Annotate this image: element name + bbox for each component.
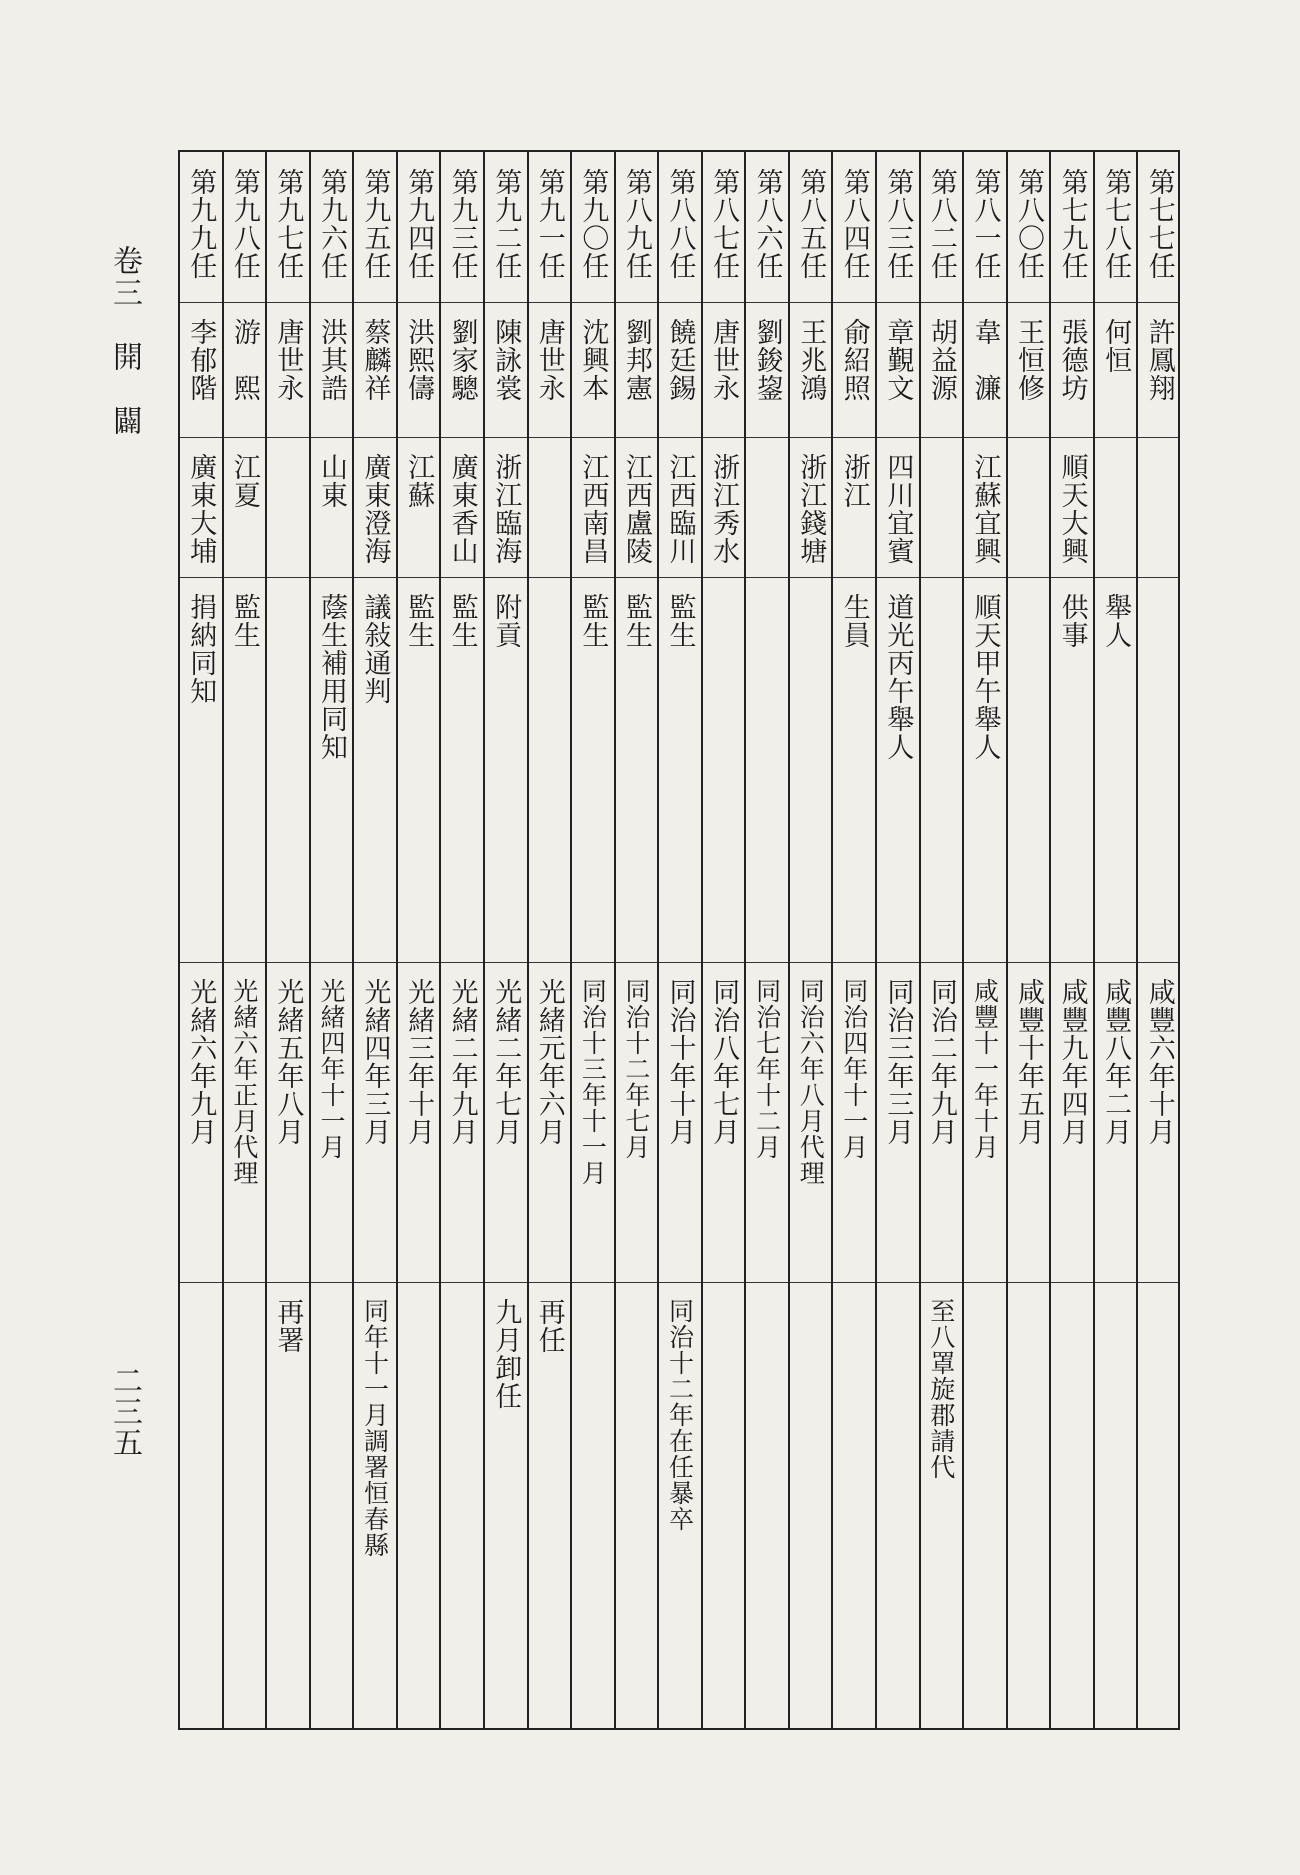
date-cell <box>616 962 658 1282</box>
ordinal-cell <box>921 152 963 302</box>
ordinal-cell <box>224 152 266 302</box>
table-column <box>570 152 614 1728</box>
origin-cell <box>746 437 788 577</box>
ordinal-cell <box>659 152 701 302</box>
qualification-cell-text: 附貢 <box>490 593 522 649</box>
table-column <box>352 152 396 1728</box>
name-cell <box>921 302 963 437</box>
remark-cell <box>790 1282 832 1728</box>
table-column <box>1006 152 1050 1728</box>
date-cell-text: 咸豐十一年十月 <box>970 978 1000 1160</box>
origin-cell <box>1051 437 1093 577</box>
origin-cell <box>485 437 527 577</box>
name-cell-text: 唐世永 <box>708 318 740 402</box>
ordinal-cell <box>964 152 1006 302</box>
date-cell-text: 同治四年十一月 <box>839 978 869 1160</box>
remark-cell <box>1008 1282 1050 1728</box>
ordinal-cell <box>1008 152 1050 302</box>
ordinal-cell <box>790 152 832 302</box>
ordinal-cell-text: 第七九任 <box>1056 168 1088 280</box>
table-column <box>309 152 353 1728</box>
date-cell-text: 同治二年九月 <box>925 978 957 1146</box>
qualification-cell-text: 監生 <box>403 593 435 649</box>
date-cell-text: 光緒五年八月 <box>272 978 304 1146</box>
ordinal-cell <box>1051 152 1093 302</box>
date-cell-text: 同治十年十月 <box>664 978 696 1146</box>
table-column <box>178 152 222 1728</box>
table-column <box>1136 152 1180 1728</box>
date-cell <box>746 962 788 1282</box>
qualification-cell <box>398 577 440 962</box>
table-column <box>222 152 266 1728</box>
name-cell-text: 劉家驄 <box>446 318 478 402</box>
remark-cell <box>398 1282 440 1728</box>
origin-cell <box>1138 437 1180 577</box>
origin-cell <box>703 437 745 577</box>
ordinal-cell <box>485 152 527 302</box>
qualification-cell <box>659 577 701 962</box>
origin-cell-text: 江西南昌 <box>577 453 609 565</box>
table-column <box>831 152 875 1728</box>
remark-cell-text: 九月卸任 <box>490 1298 522 1410</box>
remark-cell <box>529 1282 571 1728</box>
ordinal-cell-text: 第七七任 <box>1143 168 1175 280</box>
ordinal-cell-text: 第八九任 <box>620 168 652 280</box>
ordinal-cell-text: 第八八任 <box>664 168 696 280</box>
officials-table <box>178 150 1180 1730</box>
qualification-cell-text: 道光丙午舉人 <box>882 593 914 761</box>
table-column <box>701 152 745 1728</box>
name-cell-text: 洪其誥 <box>315 318 347 402</box>
date-cell-text: 咸豐十年五月 <box>1013 978 1045 1146</box>
date-cell <box>921 962 963 1282</box>
remark-cell-text: 再任 <box>533 1298 565 1354</box>
remark-cell <box>485 1282 527 1728</box>
qualification-cell-text: 議敍通判 <box>359 593 391 705</box>
table-column <box>788 152 832 1728</box>
origin-cell-text: 廣東大埔 <box>185 453 217 565</box>
qualification-cell <box>224 577 266 962</box>
remark-cell <box>441 1282 483 1728</box>
name-cell <box>964 302 1006 437</box>
date-cell <box>485 962 527 1282</box>
table-column <box>919 152 963 1728</box>
remark-cell <box>833 1282 875 1728</box>
table-column <box>744 152 788 1728</box>
ordinal-cell-text: 第九二任 <box>490 168 522 280</box>
ordinal-cell-text: 第八〇任 <box>1013 168 1045 280</box>
ordinal-cell <box>311 152 353 302</box>
qualification-cell <box>1008 577 1050 962</box>
name-cell <box>485 302 527 437</box>
origin-cell <box>180 437 222 577</box>
qualification-cell <box>1138 577 1180 962</box>
date-cell-text: 光緒六年正月代理 <box>229 978 259 1186</box>
origin-cell <box>398 437 440 577</box>
qualification-cell <box>485 577 527 962</box>
origin-cell <box>267 437 309 577</box>
remark-cell <box>616 1282 658 1728</box>
remark-cell <box>1095 1282 1137 1728</box>
name-cell <box>1095 302 1137 437</box>
origin-cell <box>529 437 571 577</box>
ordinal-cell <box>398 152 440 302</box>
origin-cell <box>311 437 353 577</box>
table-column <box>614 152 658 1728</box>
name-cell <box>703 302 745 437</box>
ordinal-cell <box>354 152 396 302</box>
name-cell-text: 蔡麟祥 <box>359 318 391 402</box>
name-cell <box>224 302 266 437</box>
table-column <box>1093 152 1137 1728</box>
origin-cell <box>1095 437 1137 577</box>
remark-cell <box>703 1282 745 1728</box>
date-cell-text: 同治八年七月 <box>708 978 740 1146</box>
date-cell <box>267 962 309 1282</box>
date-cell <box>1138 962 1180 1282</box>
ordinal-cell-text: 第九一任 <box>533 168 565 280</box>
remark-cell-text: 同年十一月調署恒春縣 <box>360 1298 390 1558</box>
qualification-cell <box>529 577 571 962</box>
ordinal-cell <box>180 152 222 302</box>
origin-cell-text: 江蘇宜興 <box>969 453 1001 565</box>
date-cell-text: 光緒四年十一月 <box>316 978 346 1160</box>
name-cell-text: 韋 濂 <box>969 318 1001 402</box>
date-cell <box>441 962 483 1282</box>
qualification-cell <box>921 577 963 962</box>
origin-cell <box>833 437 875 577</box>
name-cell-text: 洪熙儔 <box>403 318 435 402</box>
remark-cell <box>964 1282 1006 1728</box>
table-column <box>875 152 919 1728</box>
ordinal-cell <box>441 152 483 302</box>
remark-cell <box>224 1282 266 1728</box>
name-cell-text: 沈興本 <box>577 318 609 402</box>
qualification-cell <box>964 577 1006 962</box>
origin-cell-text: 浙江臨海 <box>490 453 522 565</box>
date-cell <box>1095 962 1137 1282</box>
name-cell-text: 唐世永 <box>272 318 304 402</box>
remark-cell <box>877 1282 919 1728</box>
date-cell <box>1051 962 1093 1282</box>
origin-cell <box>790 437 832 577</box>
origin-cell <box>354 437 396 577</box>
remark-cell <box>921 1282 963 1728</box>
origin-cell-text: 浙江秀水 <box>708 453 740 565</box>
date-cell <box>398 962 440 1282</box>
qualification-cell-text: 監生 <box>577 593 609 649</box>
remark-cell <box>1138 1282 1180 1728</box>
qualification-cell <box>703 577 745 962</box>
table-column <box>657 152 701 1728</box>
origin-cell <box>616 437 658 577</box>
name-cell-text: 饒廷錫 <box>664 318 696 402</box>
name-cell <box>1008 302 1050 437</box>
name-cell-text: 許鳳翔 <box>1143 318 1175 402</box>
ordinal-cell-text: 第九〇任 <box>577 168 609 280</box>
name-cell-text: 陳詠裳 <box>490 318 522 402</box>
origin-cell <box>224 437 266 577</box>
qualification-cell-text: 監生 <box>620 593 652 649</box>
remark-cell <box>354 1282 396 1728</box>
date-cell-text: 光緒二年九月 <box>446 978 478 1146</box>
origin-cell <box>921 437 963 577</box>
remark-cell <box>180 1282 222 1728</box>
name-cell-text: 何恒 <box>1100 318 1132 374</box>
name-cell <box>311 302 353 437</box>
remark-cell <box>746 1282 788 1728</box>
ordinal-cell-text: 第八二任 <box>925 168 957 280</box>
name-cell-text: 章覲文 <box>882 318 914 402</box>
date-cell <box>877 962 919 1282</box>
date-cell-text: 同治六年八月代理 <box>796 978 826 1186</box>
qualification-cell <box>833 577 875 962</box>
name-cell-text: 張德坊 <box>1056 318 1088 402</box>
qualification-cell <box>441 577 483 962</box>
ordinal-cell-text: 第八七任 <box>708 168 740 280</box>
qualification-cell-text: 蔭生補用同知 <box>315 593 347 761</box>
page-number: 二三五 <box>107 1365 142 1458</box>
table-column <box>265 152 309 1728</box>
ordinal-cell <box>1138 152 1180 302</box>
name-cell <box>746 302 788 437</box>
date-cell <box>311 962 353 1282</box>
remark-cell <box>311 1282 353 1728</box>
qualification-cell <box>180 577 222 962</box>
name-cell <box>833 302 875 437</box>
qualification-cell <box>790 577 832 962</box>
qualification-cell-text: 順天甲午舉人 <box>969 593 1001 761</box>
date-cell <box>572 962 614 1282</box>
ordinal-cell <box>833 152 875 302</box>
qualification-cell-text: 生員 <box>838 593 870 649</box>
date-cell-text: 咸豐九年四月 <box>1056 978 1088 1146</box>
qualification-cell <box>616 577 658 962</box>
origin-cell <box>572 437 614 577</box>
origin-cell <box>964 437 1006 577</box>
name-cell <box>180 302 222 437</box>
ordinal-cell-text: 第九四任 <box>403 168 435 280</box>
remark-cell <box>1051 1282 1093 1728</box>
origin-cell-text: 廣東澄海 <box>359 453 391 565</box>
date-cell <box>964 962 1006 1282</box>
date-cell-text: 光緒元年六月 <box>533 978 565 1146</box>
name-cell <box>441 302 483 437</box>
origin-cell-text: 江西臨川 <box>664 453 696 565</box>
remark-cell-text: 至八罩旋郡請代 <box>926 1298 956 1480</box>
date-cell <box>659 962 701 1282</box>
table-column <box>962 152 1006 1728</box>
name-cell <box>398 302 440 437</box>
ordinal-cell-text: 第八一任 <box>969 168 1001 280</box>
origin-cell-text: 江夏 <box>228 453 260 509</box>
date-cell-text: 光緒三年十月 <box>403 978 435 1146</box>
qualification-cell-text: 舉人 <box>1100 593 1132 649</box>
date-cell-text: 同治三年三月 <box>882 978 914 1146</box>
ordinal-cell-text: 第九六任 <box>315 168 347 280</box>
date-cell-text: 同治十三年十一月 <box>578 978 608 1186</box>
name-cell-text: 唐世永 <box>533 318 565 402</box>
ordinal-cell-text: 第八四任 <box>838 168 870 280</box>
qualification-cell-text: 監生 <box>664 593 696 649</box>
ordinal-cell <box>616 152 658 302</box>
ordinal-cell <box>1095 152 1137 302</box>
qualification-cell-text: 監生 <box>228 593 260 649</box>
qualification-cell-text: 供事 <box>1056 593 1088 649</box>
origin-cell-text: 浙江 <box>838 453 870 509</box>
name-cell-text: 胡益源 <box>925 318 957 402</box>
qualification-cell <box>1095 577 1137 962</box>
origin-cell <box>1008 437 1050 577</box>
qualification-cell <box>267 577 309 962</box>
origin-cell-text: 山東 <box>315 453 347 509</box>
ordinal-cell <box>877 152 919 302</box>
date-cell-text: 同治七年十二月 <box>752 978 782 1160</box>
remark-cell <box>572 1282 614 1728</box>
remark-cell <box>267 1282 309 1728</box>
name-cell <box>267 302 309 437</box>
date-cell-text: 同治十二年七月 <box>621 978 651 1160</box>
date-cell-text: 光緒六年九月 <box>185 978 217 1146</box>
table-column <box>439 152 483 1728</box>
qualification-cell <box>354 577 396 962</box>
ordinal-cell-text: 第七八任 <box>1100 168 1132 280</box>
origin-cell <box>441 437 483 577</box>
name-cell-text: 劉鋑鋆 <box>751 318 783 402</box>
name-cell-text: 王兆鴻 <box>795 318 827 402</box>
date-cell <box>703 962 745 1282</box>
name-cell-text: 王恒修 <box>1013 318 1045 402</box>
name-cell-text: 李郁階 <box>185 318 217 402</box>
table-column <box>1049 152 1093 1728</box>
date-cell <box>354 962 396 1282</box>
origin-cell-text: 順天大興 <box>1056 453 1088 565</box>
date-cell <box>833 962 875 1282</box>
name-cell <box>1051 302 1093 437</box>
date-cell-text: 光緒四年三月 <box>359 978 391 1146</box>
qualification-cell <box>311 577 353 962</box>
origin-cell-text: 四川宜賓 <box>882 453 914 565</box>
ordinal-cell-text: 第九八任 <box>228 168 260 280</box>
origin-cell <box>659 437 701 577</box>
table-column <box>527 152 571 1728</box>
name-cell <box>1138 302 1180 437</box>
qualification-cell <box>877 577 919 962</box>
date-cell <box>790 962 832 1282</box>
qualification-cell <box>1051 577 1093 962</box>
date-cell-text: 光緒二年七月 <box>490 978 522 1146</box>
ordinal-cell <box>703 152 745 302</box>
qualification-cell <box>572 577 614 962</box>
ordinal-cell <box>267 152 309 302</box>
origin-cell-text: 廣東香山 <box>446 453 478 565</box>
table-column <box>396 152 440 1728</box>
remark-cell-text: 再署 <box>272 1298 304 1354</box>
date-cell <box>1008 962 1050 1282</box>
remark-cell <box>659 1282 701 1728</box>
name-cell <box>572 302 614 437</box>
ordinal-cell-text: 第九五任 <box>359 168 391 280</box>
name-cell <box>659 302 701 437</box>
name-cell <box>616 302 658 437</box>
name-cell <box>354 302 396 437</box>
name-cell-text: 游 熙 <box>228 318 260 402</box>
origin-cell-text: 江蘇 <box>403 453 435 509</box>
chapter-heading: 卷三 開 闢 <box>107 245 142 437</box>
name-cell <box>790 302 832 437</box>
origin-cell-text: 江西盧陵 <box>620 453 652 565</box>
table-column <box>483 152 527 1728</box>
ordinal-cell-text: 第八六任 <box>751 168 783 280</box>
ordinal-cell-text: 第八三任 <box>882 168 914 280</box>
ordinal-cell-text: 第九三任 <box>446 168 478 280</box>
name-cell <box>877 302 919 437</box>
qualification-cell-text: 捐納同知 <box>185 593 217 705</box>
origin-cell-text: 浙江錢塘 <box>795 453 827 565</box>
ordinal-cell-text: 第八五任 <box>795 168 827 280</box>
ordinal-cell-text: 第九七任 <box>272 168 304 280</box>
date-cell <box>529 962 571 1282</box>
remark-cell-text: 同治十二年在任暴卒 <box>665 1298 695 1532</box>
ordinal-cell <box>529 152 571 302</box>
qualification-cell <box>746 577 788 962</box>
ordinal-cell <box>572 152 614 302</box>
name-cell <box>529 302 571 437</box>
date-cell-text: 咸豐八年二月 <box>1100 978 1132 1146</box>
ordinal-cell <box>746 152 788 302</box>
name-cell-text: 俞紹照 <box>838 318 870 402</box>
date-cell-text: 咸豐六年十月 <box>1143 978 1175 1146</box>
ordinal-cell-text: 第九九任 <box>185 168 217 280</box>
date-cell <box>180 962 222 1282</box>
origin-cell <box>877 437 919 577</box>
qualification-cell-text: 監生 <box>446 593 478 649</box>
date-cell <box>224 962 266 1282</box>
name-cell-text: 劉邦憲 <box>620 318 652 402</box>
